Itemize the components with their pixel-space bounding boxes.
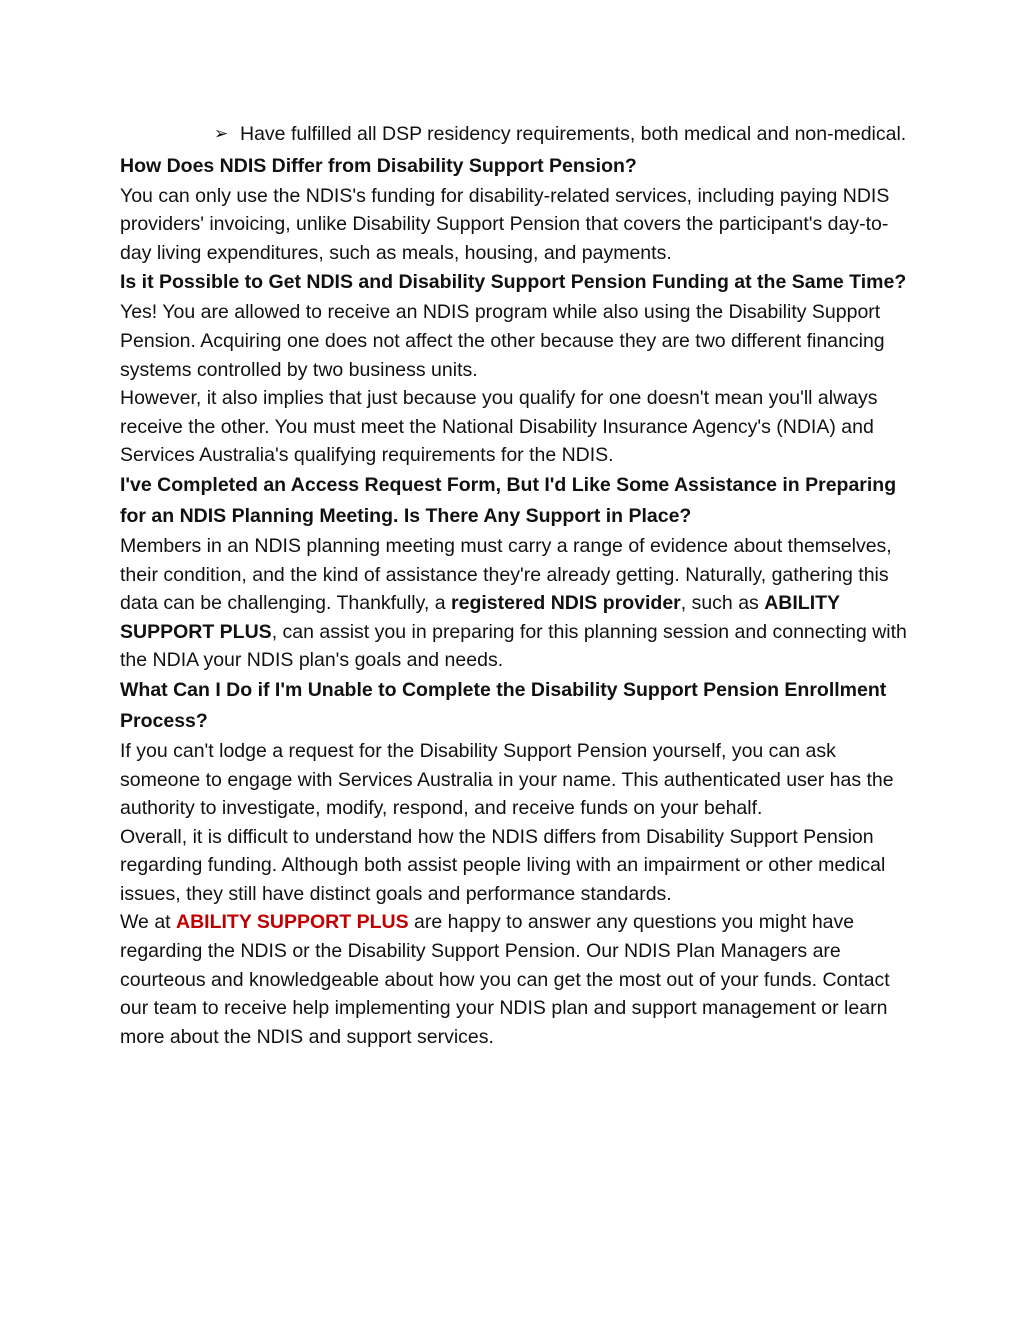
registered-ndis-provider-link[interactable]: registered NDIS provider (451, 592, 681, 615)
bullet-list-item (214, 120, 910, 149)
bullet-text: Have fulfilled all DSP residency requirements, both medical and non-medical. (240, 123, 907, 145)
document-page (120, 120, 910, 1051)
paragraph-ndis-vs-dsp: You can only use the NDIS's funding for disability-related services, including paying NDIS providers' invoicing, unlike Disability Support Pension that covers the participant's day-to-day living expenditures, such as meals, housing, and payments. (120, 184, 890, 264)
paragraph-enrollment-2: Overall, it is difficult to understand how the NDIS differs from Disability Support Pension regarding funding. Although both assist people living with an impairment or other medical issues, they still have distinct goals and performance standards. (120, 825, 886, 905)
paragraph-enrollment-1: If you can't lodge a request for the Disability Support Pension yourself, you can ask someone to engage with Services Australia in your name. This authenticated user has the authority to investigate, modify, respond, and receive funds on your behalf. (120, 739, 894, 820)
brand-name-bold: ABILITY SUPPORT PLUS (120, 592, 840, 643)
section-heading-ndis-vs-dsp: How Does NDIS Differ from Disability Support Pension? (120, 154, 637, 177)
paragraph-closing-end: are happy to answer any questions you might have regarding the NDIS or the Disability Support Pension. Our NDIS Plan Managers are courteous and knowledgeable about how you can get the most out of your funds. Contact our team to receive help implementing your NDIS plan and support management or learn more about the NDIS and support services. (120, 911, 890, 1048)
arrow-bullet-icon: ➢ (214, 124, 229, 144)
paragraph-planning-mid: , such as (680, 592, 765, 615)
paragraph-planning-end: , can assist you in preparing for this planning session and connecting with the NDIA your NDIS plan's goals and needs. (120, 620, 907, 672)
section-heading-enrollment: What Can I Do if I'm Unable to Complete the Disability Support Pension Enrollment Process? (120, 678, 887, 732)
brand-name-red-link[interactable]: ABILITY SUPPORT PLUS (176, 911, 409, 934)
paragraph-both-funding-2: However, it also implies that just because you qualify for one doesn't mean you'll always receive the other. You must meet the National Disability Insurance Agency's (NDIA) and Services Australia's qualifying requirements for the NDIS. (120, 387, 878, 467)
paragraph-closing-start: We at (120, 911, 176, 934)
section-heading-planning-meeting: I've Completed an Access Request Form, But I'd Like Some Assistance in Preparing for an NDIS Planning Meeting. Is There Any Support in Place? (120, 473, 897, 527)
paragraph-planning-start: Members in an NDIS planning meeting must carry a range of evidence about themselves, their condition, and the kind of assistance they're already getting. Naturally, gathering this data can be challenging. Thankfully, a (120, 534, 892, 615)
section-heading-both-funding: Is it Possible to Get NDIS and Disability Support Pension Funding at the Same Time? (120, 271, 907, 294)
paragraph-both-funding-1: Yes! You are allowed to receive an NDIS program while also using the Disability Support Pension. Acquiring one does not affect the other because they are two different financing systems controlled by two business units. (120, 301, 885, 381)
paragraph-planning-meeting (120, 532, 910, 675)
paragraph-enrollment-3 (120, 908, 910, 1051)
